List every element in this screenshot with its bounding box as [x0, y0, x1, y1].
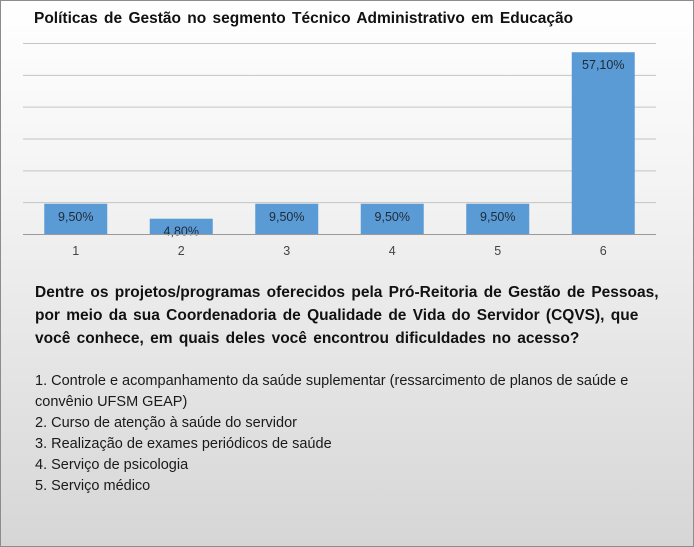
bar [572, 52, 635, 234]
answer-option-5: 5. Serviço médico [35, 478, 151, 494]
x-tick-label: 3 [283, 244, 291, 258]
answer-option-3: 3. Realização de exames periódicos de saúde [35, 436, 332, 452]
answer-option-4: 4. Serviço de psicologia [35, 457, 189, 473]
answer-option-1: 1. Controle e acompanhamento da saúde suplementar (ressarcimento de planos de saúde e convênio UFSM GEAP) [35, 373, 629, 410]
bar-chart [1, 1, 693, 271]
answer-options-list [35, 371, 675, 497]
answer-option-2: 2. Curso de atenção à saúde do servidor [35, 415, 297, 431]
x-tick-label: 1 [72, 244, 80, 258]
x-tick-label: 2 [177, 244, 185, 258]
data-label: 4,80% [163, 224, 199, 239]
survey-question: Dentre os projetos/programas oferecidos pela Pró-Reitoria de Gestão de Pessoas, por meio da sua Coordenadoria de Qualidade de Vida do Servidor (CQVS), que você conhece, em quais deles você encontrou dificuldades no acesso? [35, 284, 659, 347]
data-label: 9,50% [374, 209, 410, 224]
data-label: 9,50% [58, 209, 94, 224]
data-label: 9,50% [269, 209, 305, 224]
data-label: 9,50% [480, 209, 516, 224]
x-tick-label: 4 [388, 244, 396, 258]
chart-title: Políticas de Gestão no segmento Técnico Administrativo em Educação [34, 10, 574, 27]
x-tick-label: 5 [494, 244, 502, 258]
x-tick-label: 6 [599, 244, 607, 258]
data-label: 57,10% [582, 58, 625, 73]
